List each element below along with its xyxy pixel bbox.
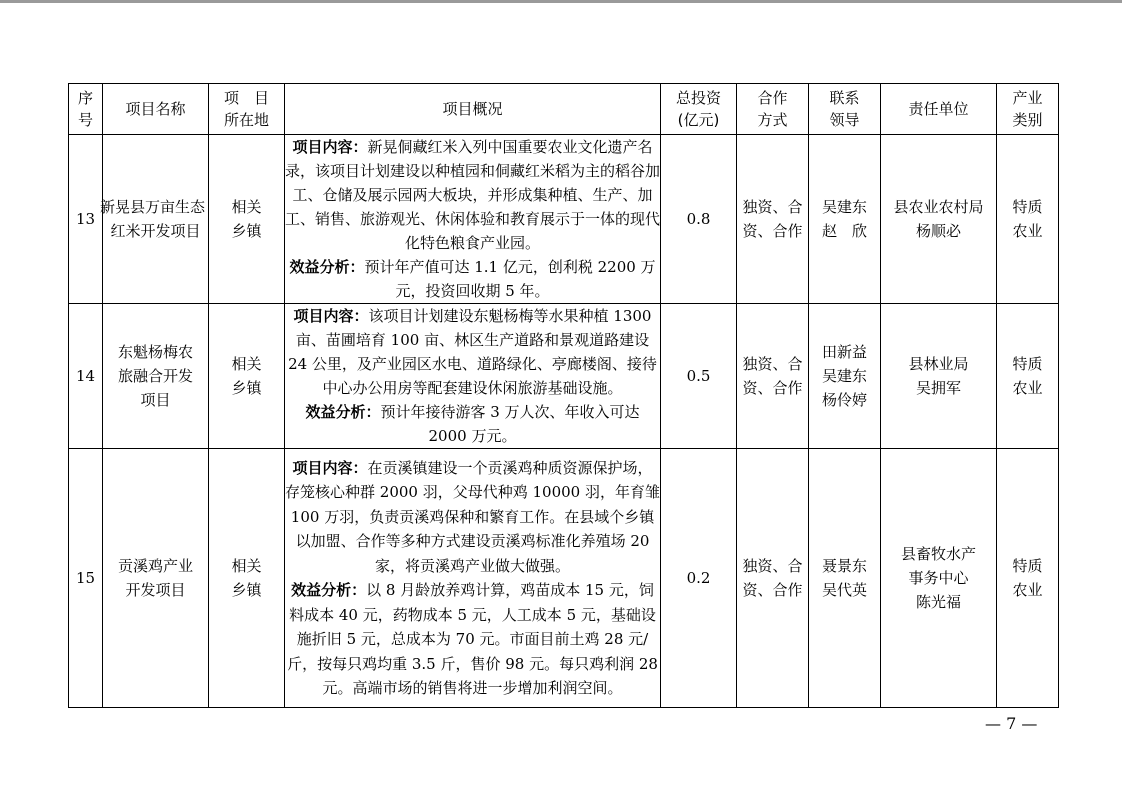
unit-line: 杨顺必 xyxy=(915,222,961,240)
header-row xyxy=(69,84,1059,135)
location-line: 相关 xyxy=(231,557,262,575)
seq-cell: 15 xyxy=(69,449,103,708)
content-label: 项目内容： xyxy=(292,138,368,156)
content-text: 新晃侗藏红米入列中国重要农业文化遗产名录，该项目计划建设以种植园和侗藏红米稻为主的稻谷加工、仓储及展示园两大板块，并形成集种植、生产、加工、销售、旅游观光、休闲体验和教育展示于一体的现代化特色粮食产业园。 xyxy=(285,138,661,252)
leader-cell xyxy=(809,304,881,449)
unit-line: 县畜牧水产 xyxy=(900,545,976,563)
header-investment-line: (亿元) xyxy=(677,111,720,129)
project-name-line: 贡溪鸡产业 xyxy=(117,557,193,575)
overview-cell xyxy=(285,135,661,304)
category-cell xyxy=(997,449,1059,708)
cooperation-line: 资、合作 xyxy=(742,379,803,397)
header-category xyxy=(997,84,1059,135)
overview-cell xyxy=(285,449,661,708)
benefit-text: 预计年接待游客 3 万人次、年收入可达 2000 万元。 xyxy=(380,403,640,445)
cooperation-line: 资、合作 xyxy=(742,222,803,240)
investment-cell: 0.8 xyxy=(661,135,737,304)
cooperation-cell xyxy=(737,449,809,708)
leader-line: 田新益 xyxy=(821,343,867,361)
header-seq-line: 号 xyxy=(77,111,93,129)
project-name-line: 开发项目 xyxy=(125,581,186,599)
category-line: 农业 xyxy=(1012,581,1043,599)
project-name-cell xyxy=(103,304,209,449)
content-label: 项目内容： xyxy=(292,458,368,477)
benefit-label: 效益分析： xyxy=(289,258,365,276)
unit-cell xyxy=(881,135,997,304)
project-name-line: 项目 xyxy=(140,391,171,409)
table-row xyxy=(69,135,1059,304)
header-seq-line: 序 xyxy=(77,89,93,107)
category-line: 特质 xyxy=(1012,355,1043,373)
overview-benefit xyxy=(285,400,660,448)
project-name-line: 东魁杨梅农 xyxy=(117,343,193,361)
project-name-cell xyxy=(99,135,209,304)
content-label: 项目内容： xyxy=(293,307,369,325)
unit-cell xyxy=(881,449,997,708)
table-row xyxy=(69,304,1059,449)
category-cell xyxy=(997,304,1059,449)
header-cooperation-line: 合作 xyxy=(757,89,788,107)
cooperation-line: 资、合作 xyxy=(742,581,803,599)
header-location-line: 项 目 xyxy=(223,89,269,107)
category-cell xyxy=(997,135,1059,304)
leader-line: 吴建东 xyxy=(821,367,867,385)
leader-line: 聂景东 xyxy=(821,557,867,575)
overview-benefit xyxy=(285,578,660,701)
unit-line: 县林业局 xyxy=(908,355,969,373)
location-cell xyxy=(209,304,285,449)
content-text: 该项目计划建设东魁杨梅等水果种植 1300 亩、苗圃培育 100 亩、林区生产道路和景观道路建设 24 公里，及产业园区水电、道路绿化、亭廊楼阁、接待中心办公用房等配套建设休闲旅游基础设施。 xyxy=(288,307,657,397)
leader-line: 吴代英 xyxy=(821,581,867,599)
location-cell xyxy=(209,135,285,304)
unit-line: 事务中心 xyxy=(908,569,969,587)
category-line: 农业 xyxy=(1012,222,1043,240)
overview-cell xyxy=(285,304,661,449)
project-name-cell xyxy=(103,449,209,708)
category-line: 农业 xyxy=(1012,379,1043,397)
category-line: 特质 xyxy=(1012,557,1043,575)
header-category-line: 类别 xyxy=(1012,111,1043,129)
unit-line: 陈光福 xyxy=(915,593,961,611)
benefit-label: 效益分析： xyxy=(305,403,381,421)
cooperation-cell xyxy=(737,304,809,449)
unit-cell xyxy=(881,304,997,449)
unit-line: 县农业农村局 xyxy=(893,198,984,216)
leader-cell xyxy=(809,135,881,304)
header-leader xyxy=(809,84,881,135)
cooperation-cell xyxy=(737,135,809,304)
location-line: 乡镇 xyxy=(231,222,262,240)
project-name-line: 新晃县万亩生态 xyxy=(99,198,205,216)
cooperation-line: 独资、合 xyxy=(742,355,803,373)
seq-cell: 13 xyxy=(69,135,103,304)
cooperation-line: 独资、合 xyxy=(742,198,803,216)
location-line: 乡镇 xyxy=(231,379,262,397)
investment-cell: 0.5 xyxy=(661,304,737,449)
location-line: 乡镇 xyxy=(231,581,262,599)
unit-line: 吴拥军 xyxy=(915,379,961,397)
location-cell xyxy=(209,449,285,708)
top-border-rule xyxy=(0,0,1122,3)
benefit-text: 预计年产值可达 1.1 亿元，创利税 2200 万元，投资回收期 5 年。 xyxy=(364,258,656,300)
header-cooperation-line: 方式 xyxy=(757,111,788,129)
page-number: — 7 — xyxy=(985,714,1038,733)
leader-line: 吴建东 xyxy=(821,198,867,216)
project-name-line: 红米开发项目 xyxy=(110,222,201,240)
overview-benefit xyxy=(285,255,660,303)
header-name: 项目名称 xyxy=(103,84,209,135)
header-investment-line: 总投资 xyxy=(675,89,721,107)
table-row xyxy=(69,449,1059,708)
leader-line: 杨伶婷 xyxy=(821,391,867,409)
leader-line: 赵 欣 xyxy=(821,222,867,240)
header-category-line: 产业 xyxy=(1012,89,1043,107)
header-leader-line: 领导 xyxy=(829,111,860,129)
project-table xyxy=(68,83,1059,708)
header-seq xyxy=(69,84,103,135)
header-overview: 项目概况 xyxy=(285,84,661,135)
project-name-line: 旅融合开发 xyxy=(117,367,193,385)
content-text: 在贡溪镇建设一个贡溪鸡种质资源保护场，存笼核心种群 2000 羽，父母代种鸡 10000 羽，年育雏 100 万羽，负责贡溪鸡保种和繁育工作。在县域个乡镇以加盟、合作等多种方式建设贡溪鸡标准化养殖场 20 家，将贡溪鸡产业做大做强。 xyxy=(285,458,660,575)
leader-cell xyxy=(809,449,881,708)
header-leader-line: 联系 xyxy=(829,89,860,107)
overview-content xyxy=(285,456,660,579)
header-cooperation xyxy=(737,84,809,135)
header-location xyxy=(209,84,285,135)
overview-content xyxy=(285,135,660,255)
benefit-text: 以 8 月龄放养鸡计算，鸡苗成本 15 元，饲料成本 40 元，药物成本 5 元，人工成本 5 元，基础设施折旧 5 元，总成本为 70 元。市面目前土鸡 28 元/斤，按每只鸡均重 3.5 斤，售价 98 元。每只鸡利润 28 元。高端市场的销售将进一步增加利润空间。 xyxy=(287,581,658,697)
investment-cell: 0.2 xyxy=(661,449,737,708)
cooperation-line: 独资、合 xyxy=(742,557,803,575)
location-line: 相关 xyxy=(231,198,262,216)
location-line: 相关 xyxy=(231,355,262,373)
seq-cell: 14 xyxy=(69,304,103,449)
header-investment xyxy=(661,84,737,135)
header-location-line: 所在地 xyxy=(223,111,269,129)
header-unit: 责任单位 xyxy=(881,84,997,135)
category-line: 特质 xyxy=(1012,198,1043,216)
overview-content xyxy=(285,304,660,400)
benefit-label: 效益分析： xyxy=(291,581,367,599)
